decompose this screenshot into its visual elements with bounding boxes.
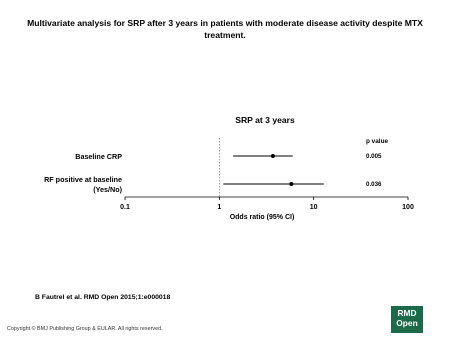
row-label: (Yes/No): [93, 185, 122, 194]
citation: B Fautrel et al. RMD Open 2015;1:e000018: [35, 294, 171, 301]
copyright: Copyright © BMJ Publishing Group & EULAR. All rights reserved.: [7, 326, 163, 332]
forest-rows: [44, 152, 382, 194]
x-tick-label: 10: [309, 204, 318, 211]
p-value: 0.036: [366, 181, 382, 188]
forest-row: [75, 152, 382, 161]
x-tick-label: 100: [402, 204, 414, 211]
x-axis: [120, 138, 414, 211]
logo-line-2: Open: [396, 317, 418, 328]
x-axis-label: Odds ratio (95% CI): [229, 214, 295, 221]
logo-line-1: RMD: [397, 308, 417, 318]
point-estimate: [289, 182, 293, 186]
x-tick-label: 0.1: [120, 204, 130, 211]
point-estimate: [271, 154, 275, 158]
row-label: RF positive at baseline: [44, 175, 122, 184]
p-value: 0.005: [366, 153, 382, 160]
forest-row: [44, 175, 382, 194]
row-label: Baseline CRP: [75, 152, 122, 161]
p-value-header: p value: [366, 138, 389, 145]
figure-title: Multivariate analysis for SRP after 3 years in patients with moderate disease activity despite MTX treatment.: [27, 18, 423, 40]
chart-title: SRP at 3 years: [235, 115, 295, 125]
rmd-open-logo: [391, 306, 423, 333]
x-tick-label: 1: [217, 204, 222, 211]
